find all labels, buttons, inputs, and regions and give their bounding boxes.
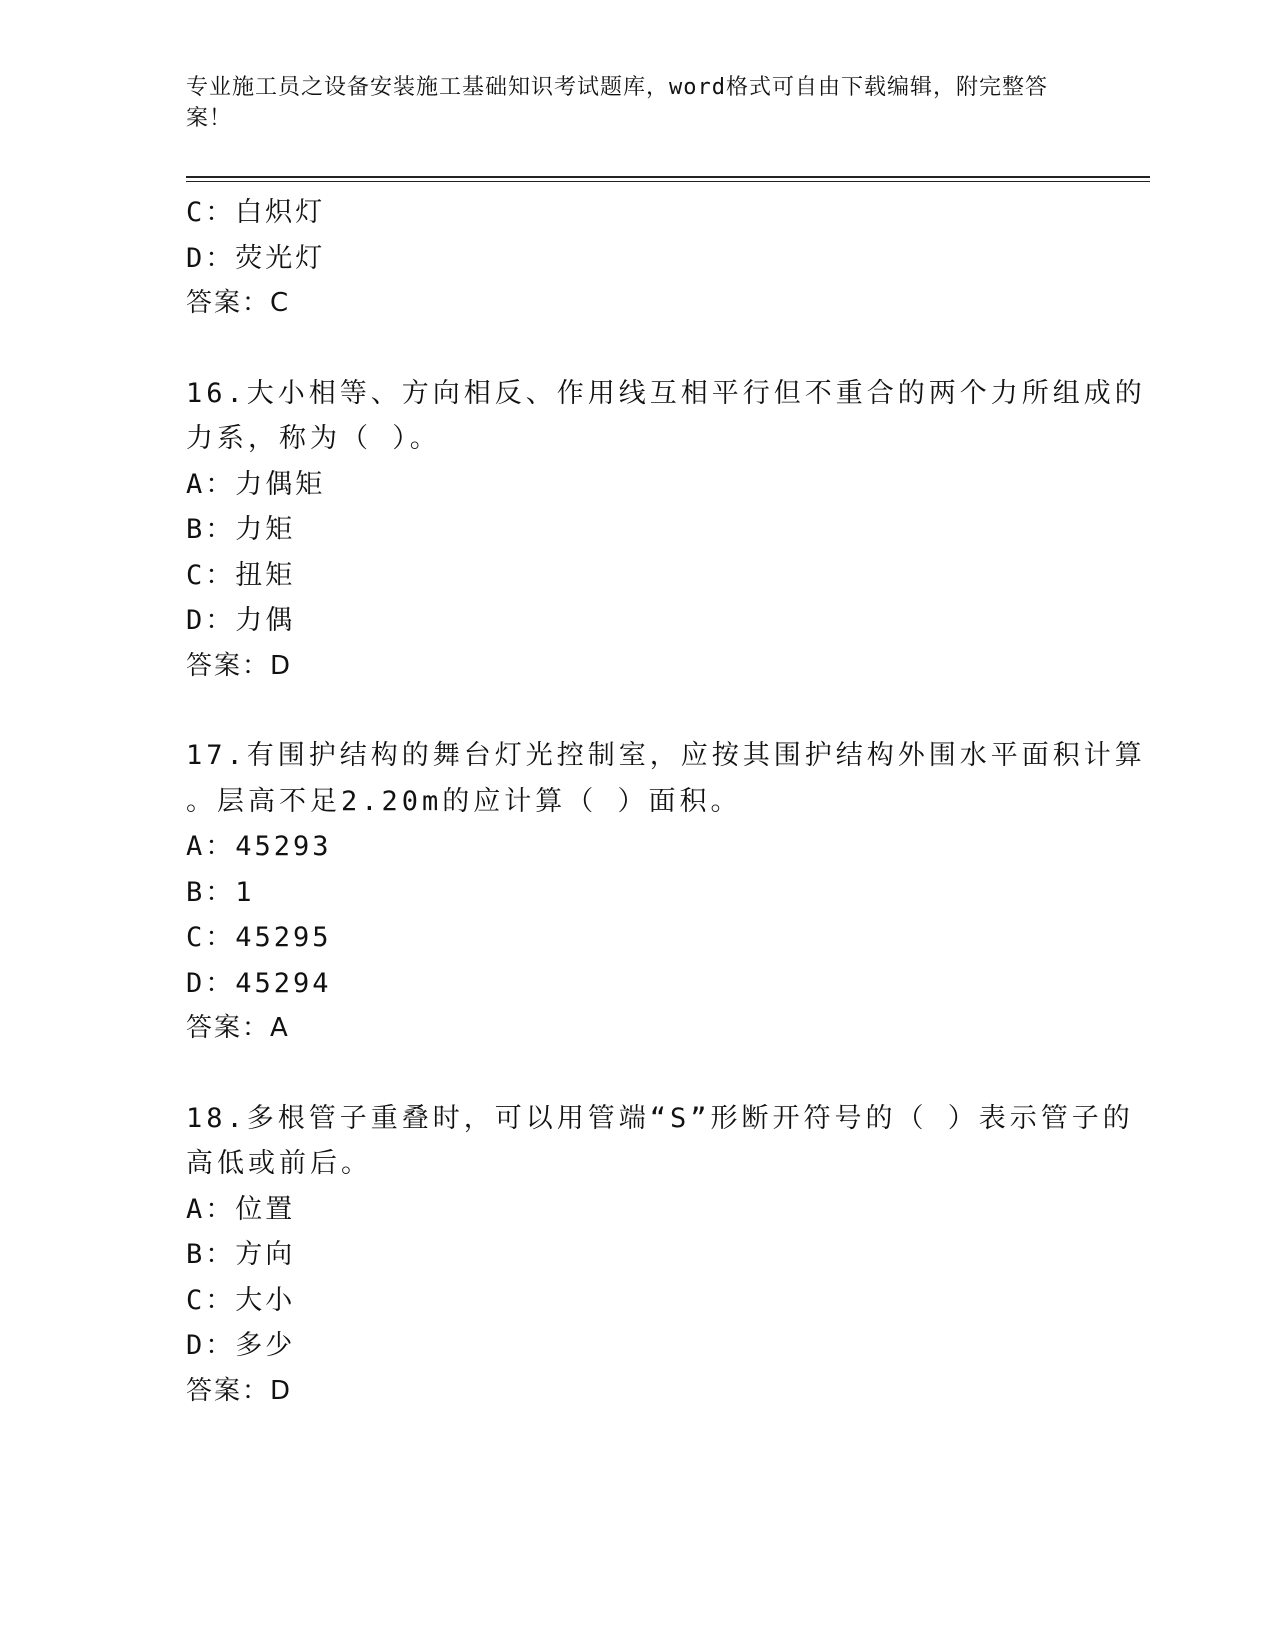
- spacer: [186, 1052, 1086, 1096]
- answer-line: 答案：D: [186, 1375, 293, 1406]
- option-d: D：多少: [186, 1330, 296, 1361]
- option-b: B：方向: [186, 1239, 296, 1270]
- spacer: [186, 689, 1086, 733]
- option-a: A：力偶矩: [186, 468, 326, 500]
- question-stem-line: 17.有围护结构的舞台灯光控制室，应按其围护结构外围水平面积计算: [186, 740, 1146, 771]
- answer-line: 答案：D: [186, 650, 293, 681]
- header-divider: [186, 176, 1150, 182]
- option-c: C：白炽灯: [186, 197, 326, 228]
- question-18: [186, 1096, 1134, 1415]
- answer-line: 答案：A: [186, 1013, 290, 1043]
- option-d: D：荧光灯: [186, 242, 326, 274]
- option-d: D：45294: [186, 967, 332, 999]
- previous-question-tail: [186, 190, 1086, 327]
- question-16: [186, 371, 1146, 690]
- option-c: C：扭矩: [186, 559, 296, 591]
- option-a: A：45293: [186, 831, 332, 862]
- question-stem-line: 。层高不足2.20m的应计算（ ）面积。: [186, 785, 742, 817]
- question-stem-line: 高低或前后。: [186, 1148, 372, 1179]
- option-d: D：力偶: [186, 605, 296, 636]
- answer-line: 答案：C: [186, 288, 291, 318]
- option-b: B：1: [186, 876, 255, 908]
- question-17: [186, 733, 1146, 1052]
- option-c: C：45295: [186, 922, 332, 953]
- option-b: B：力矩: [186, 514, 296, 545]
- page-header: 专业施工员之设备安装施工基础知识考试题库，word格式可自由下载编辑，附完整答案！: [186, 75, 1048, 131]
- question-stem-line: 18.多根管子重叠时，可以用管端“S”形断开符号的（ ）表示管子的: [186, 1102, 1134, 1134]
- option-a: A：位置: [186, 1193, 296, 1225]
- question-stem-line: 16.大小相等、方向相反、作用线互相平行但不重合的两个力所组成的: [186, 377, 1146, 409]
- spacer: [186, 327, 1086, 371]
- question-stem-line: 力系，称为（ ）。: [186, 423, 441, 454]
- document-body: [186, 190, 1146, 1414]
- option-c: C：大小: [186, 1284, 296, 1316]
